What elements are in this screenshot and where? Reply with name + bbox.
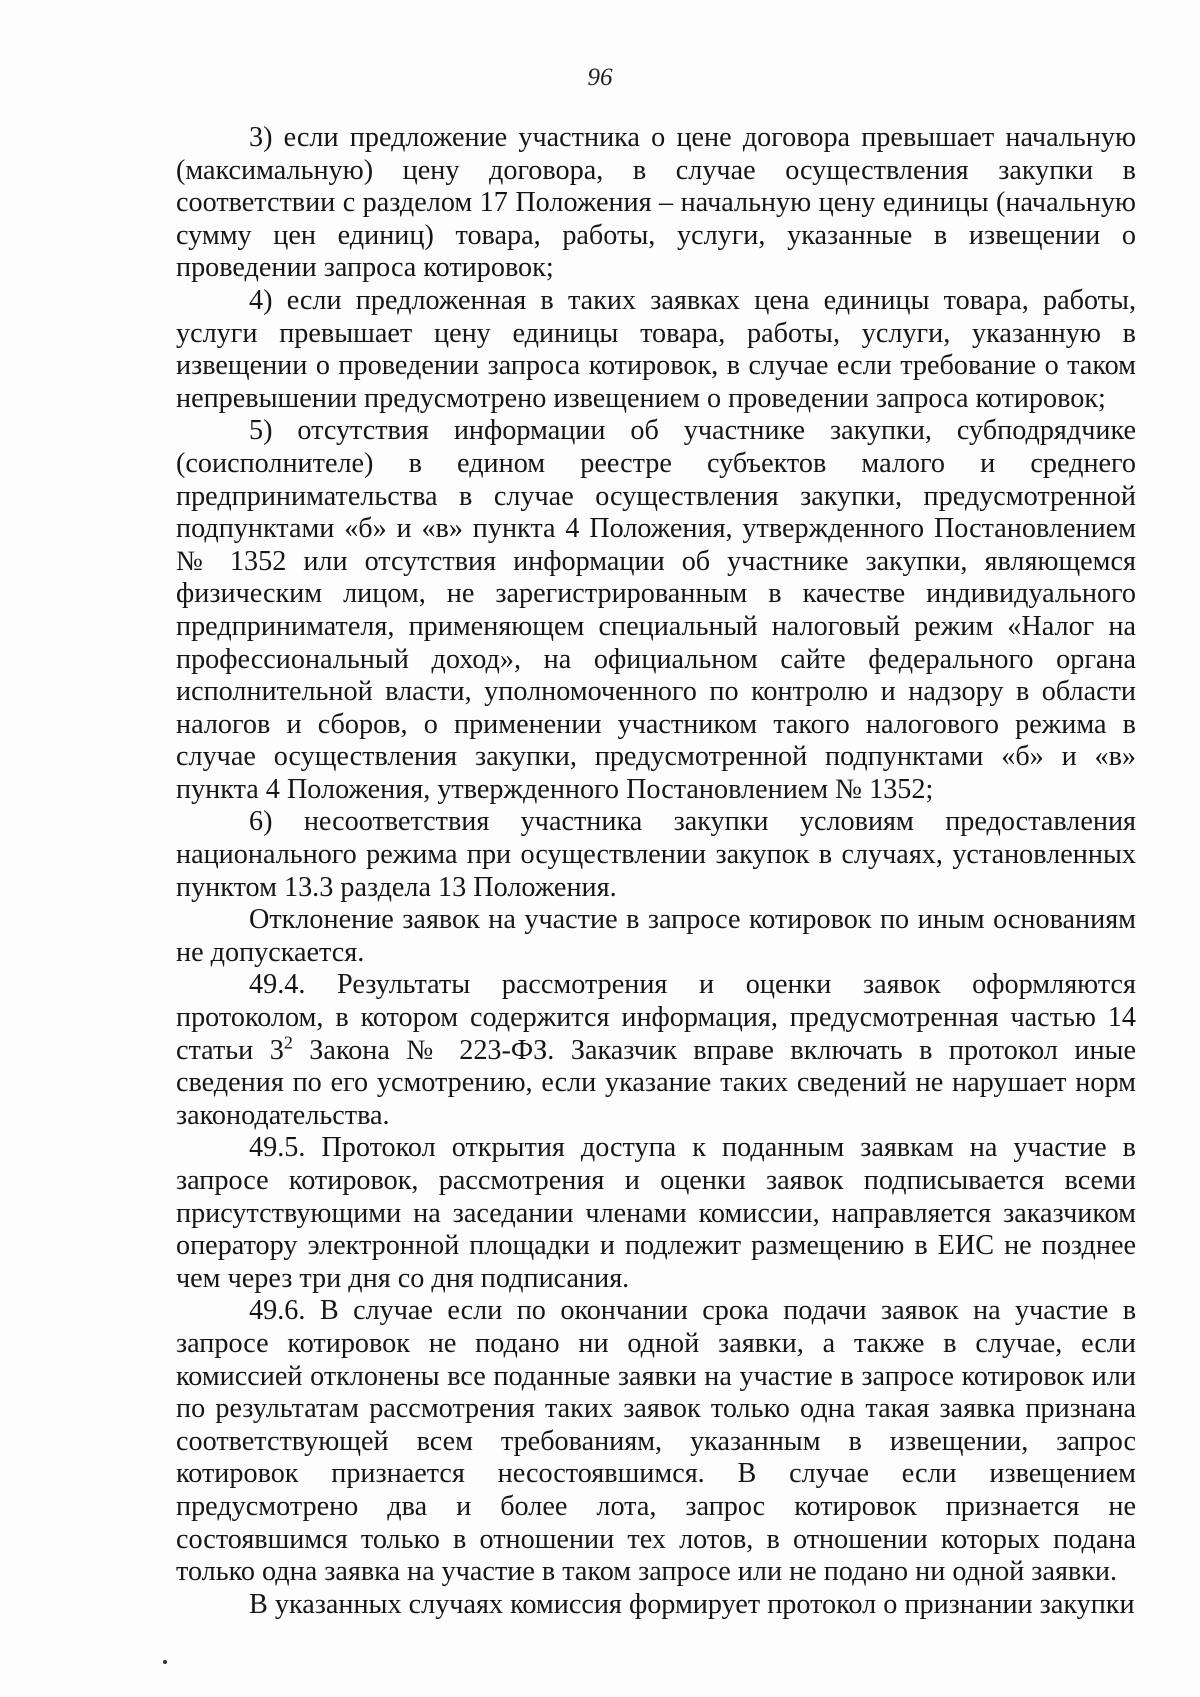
paragraph-item-4: 4) если предложенная в таких заявках цена единицы товара, работы, услуги превышает цену единицы товара, работы, услуги, указанную в извещении о проведении запроса котировок, в случае если требование о таком непревышении предусмотрено извещением о проведении запроса котировок; bbox=[176, 284, 1136, 414]
paragraph-49-6: 49.6. В случае если по окончании срока подачи заявок на участие в запросе котировок не подано ни одной заявки, а также в случае, если комиссией отклонены все поданные заявки на участие в запросе котировок или по результатам рассмотрения таких заявок только одна такая заявка признана соответствующей всем требованиям, указанным в извещении, запрос котировок признается несостоявшимся. В случае если извещением предусмотрено два и более лота, запрос котировок признается не состоявшимся только в отношении тех лотов, в отношении которых подана только одна заявка на участие в таком запросе или не подано ни одной заявки. bbox=[176, 1295, 1136, 1588]
paragraph-item-3: 3) если предложение участника о цене договора превышает начальную (максимальную) цену договора, в случае осуществления закупки в соответствии с разделом 17 Положения – начальную цену единицы (начальную сумму цен единиц) товара, работы, услуги, указанные в извещении о проведении запроса котировок; bbox=[176, 122, 1136, 284]
paragraph-49-4-text-start: 49.4. Результаты рассмотрения и оценки заявок оформляются протоколом, в котором содержится информация, предусмотренная частью 14 статьи 3 bbox=[176, 969, 1136, 1066]
paragraph-item-6: 6) несоответствия участника закупки условиям предоставления национального режима при осуществлении закупок в случаях, установленных пунктом 13.3 раздела 13 Положения. bbox=[176, 806, 1136, 903]
paragraph-item-5: 5) отсутствия информации об участнике закупки, субподрядчике (соисполнителе) в едином реестре субъектов малого и среднего предпринимательства в случае осуществления закупки, предусмотренной подпунктами «б» и «в» пункта 4 Положения, утвержденного Постановлением № 1352 или отсутствия информации об участнике закупки, являющемся физическим лицом, не зарегистрированным в качестве индивидуального предпринимателя, применяющем специальный налоговый режим «Налог на профессиональный доход», на официальном сайте федерального органа исполнительной власти, уполномоченного по контролю и надзору в области налогов и сборов, о применении участником такого налогового режима в случае осуществления закупки, предусмотренной подпунктами «б» и «в» пункта 4 Положения, утвержденного Постановлением № 1352; bbox=[176, 415, 1136, 805]
superscript-marker: 2 bbox=[283, 1032, 293, 1053]
paragraph-rejection-note: Отклонение заявок на участие в запросе котировок по иным основаниям не допускается. bbox=[176, 904, 1136, 968]
paragraph-49-4 bbox=[176, 969, 1136, 1132]
page-number: 96 bbox=[587, 64, 613, 91]
paragraph-49-4-text-end: Закона № 223-ФЗ. Заказчик вправе включать в протокол иные сведения по его усмотрению, если указание таких сведений не нарушает норм законодательства. bbox=[176, 1034, 1137, 1131]
paragraph-49-5: 49.5. Протокол открытия доступа к поданным заявкам на участие в запросе котировок, рассмотрения и оценки заявок подписывается всеми присутствующими на заседании членами комиссии, направляется заказчиком оператору электронной площадки и подлежит размещению в ЕИС не позднее чем через три дня со дня подписания. bbox=[176, 1132, 1136, 1294]
document-body bbox=[176, 122, 1136, 1621]
paragraph-continuation: В указанных случаях комиссия формирует протокол о признании закупки bbox=[249, 1588, 1135, 1620]
scan-speck bbox=[163, 1660, 167, 1664]
